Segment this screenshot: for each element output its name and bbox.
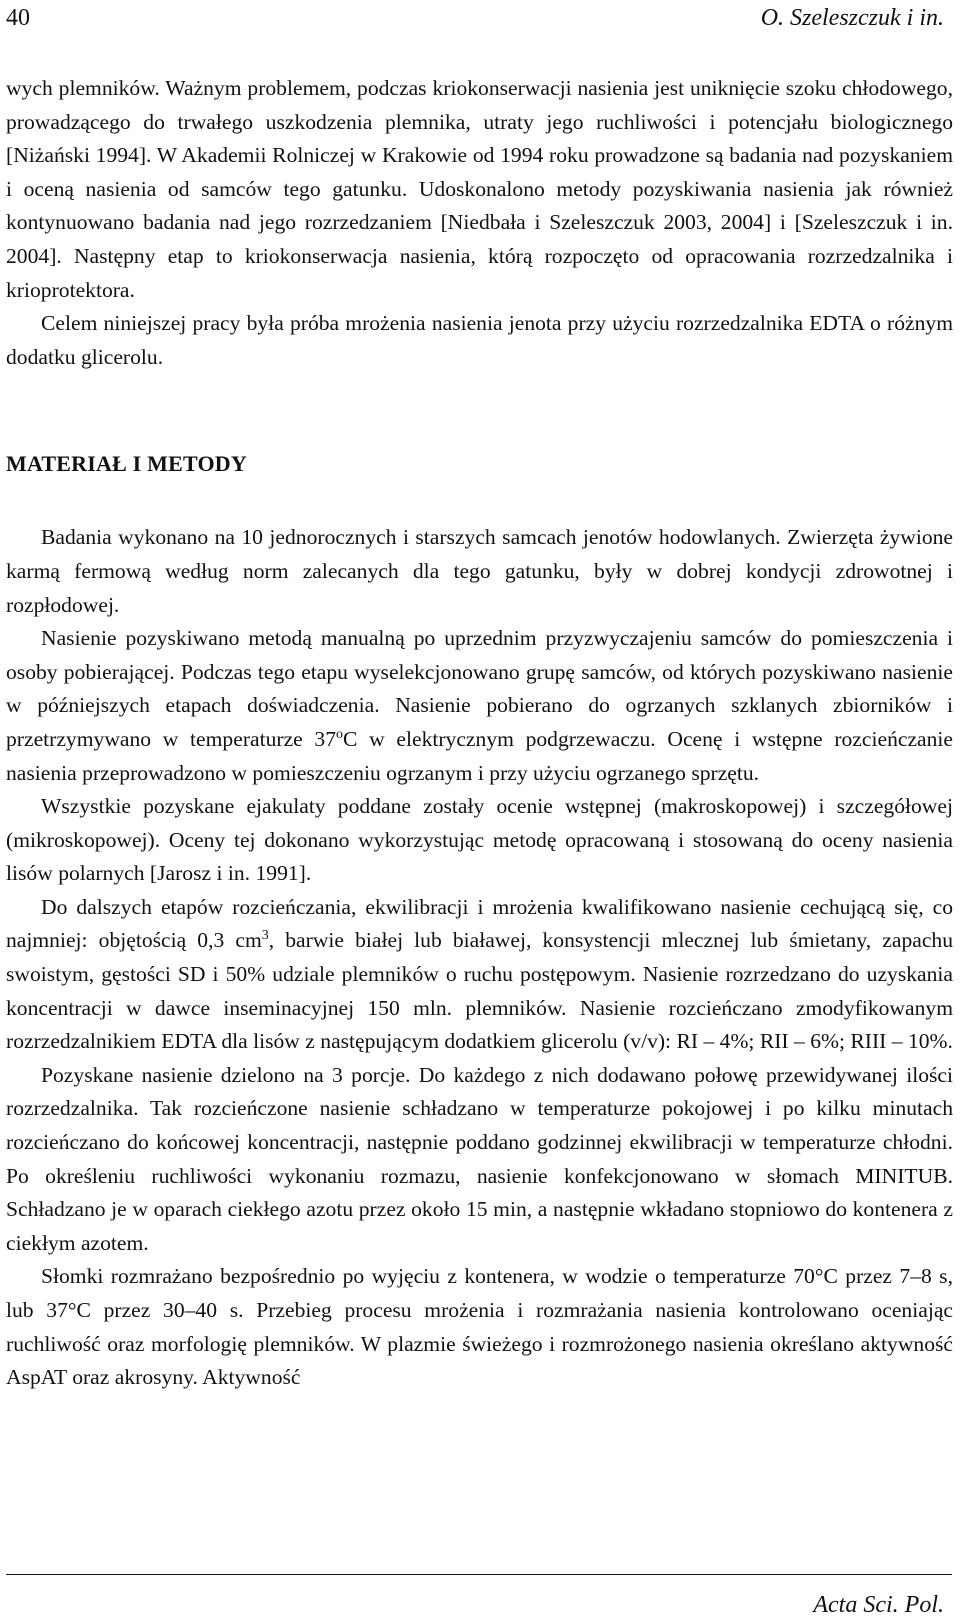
journal-name: Acta Sci. Pol. <box>813 1592 944 1618</box>
methods-paragraph-4-end: , barwie białej lub białawej, konsystencji mlecznej lub śmietany, zapachu swoistym, gęstości SD i 50% udziale plemników o ruchu postępowym. Nasienie rozrzedzano do uzyskania koncentracji w dawce inseminacyjnej 150 mln. plemników. Nasienie rozcieńczano zmodyfikowanym rozrzedzalnikiem EDTA dla lisów z następującym dodatkiem glicerolu (v/v): RI – 4%; RII – 6%; RIII – 10%. <box>6 928 954 1054</box>
footer-rule <box>6 1574 952 1575</box>
methods-paragraph-4-text: Do dalszych etapów rozcieńczania, ekwilibracji i mrożenia kwalifikowano nasienie cechującą się, co najmniej: objętością 0,3 cm <box>6 894 953 953</box>
methods-paragraph-5: Pozyskane nasienie dzielono na 3 porcje. Do każdego z nich dodawano połowę przewidywanej ilości rozrzedzalnika. Tak rozcieńczone nasienie schładzano w temperaturze pokojowej i po kilku minutach rozcieńczano do końcowej koncentracji, następnie poddano godzinnej ekwilibracji w temperaturze chłodni. Po określeniu ruchliwości wykonaniu rozmazu, nasienie konfekcjonowano w słomach MINITUB. Schładzano je w oparach ciekłego azotu przez około 15 min, a następnie wkładano stopniowo do kontenera z ciekłym azotem. <box>6 1062 953 1255</box>
methods-paragraph-4 <box>6 891 953 1059</box>
running-head: O. Szeleszczuk i in. <box>760 5 944 31</box>
methods-paragraph-6: Słomki rozmrażano bezpośrednio po wyjęciu z kontenera, w wodzie o temperaturze 70°C przez 7–8 s, lub 37°C przez 30–40 s. Przebieg procesu mrożenia i rozmrażania nasienia kontrolowano oceniając ruchliwość oraz morfologię plemników. W plazmie świeżego i rozmrożonego nasienia określano aktywność AspAT oraz akrosyny. Aktywność <box>6 1264 953 1390</box>
methods-paragraph-2-end: C w elektrycznym podgrzewaczu. Ocenę i wstępne rozcieńczanie nasienia przeprowadzono w pomieszczeniu ogrzanym i przy użyciu ogrzanego sprzętu. <box>6 726 953 785</box>
methods-paragraph-2-text: Nasienie pozyskiwano metodą manualną po uprzednim przyzwyczajeniu samców do pomieszczenia i osoby pobierającej. Podczas tego etapu wyselekcjonowano grupę samców, od których pozyskiwano nasienie w późniejszych etapach doświadczenia. Nasienie pobierano do ogrzanych szklanych zbiorników i przetrzymywano w temperaturze 37 <box>6 626 953 751</box>
cubic-superscript: 3 <box>261 928 269 944</box>
methods-paragraph-1: Badania wykonano na 10 jednorocznych i starszych samcach jenotów hodowlanych. Zwierzęta żywione karmą fermową według norm zalecanych dla tego gatunku, były w dobrej kondycji zdrowotnej i rozpłodowej. <box>6 525 953 617</box>
intro-paragraph-continued: wych plemników. Ważnym problemem, podczas kriokonserwacji nasienia jest uniknięcie szoku chłodowego, prowadzącego do trwałego uszkodzenia plemnika, utraty jego ruchliwości i potencjału biologicznego [Niżański 1994]. W Akademii Rolniczej w Krakowie od 1994 roku prowadzone są badania nad pozyskaniem i oceną nasienia od samców tego gatunku. Udoskonalono metody pozyskiwania nasienia jak również kontynuowano badania nad jego rozrzedzaniem [Niedbała i Szeleszczuk 2003, 2004] i [Szeleszczuk i in. 2004]. Następny etap to kriokonserwacja nasienia, którą rozpoczęto od opracowania rozrzedzalnika i krioprotektora. <box>6 76 953 302</box>
section-heading-materials-methods: MATERIAŁ I METODY <box>6 451 247 477</box>
page-number: 40 <box>6 5 30 31</box>
degree-superscript: o <box>336 726 344 742</box>
intro-aim-paragraph: Celem niniejszej pracy była próba mrożenia nasienia jenota przy użyciu rozrzedzalnika EDTA o różnym dodatku glicerolu. <box>6 311 953 369</box>
methods-paragraph-3: Wszystkie pozyskane ejakulaty poddane zostały ocenie wstępnej (makroskopowej) i szczegółowej (mikroskopowej). Oceny tej dokonano wykorzystując metodę opracowaną i stosowaną do oceny nasienia lisów polarnych [Jarosz i in. 1991]. <box>6 794 953 886</box>
body-text <box>6 72 953 1395</box>
methods-paragraph-2 <box>6 622 953 790</box>
